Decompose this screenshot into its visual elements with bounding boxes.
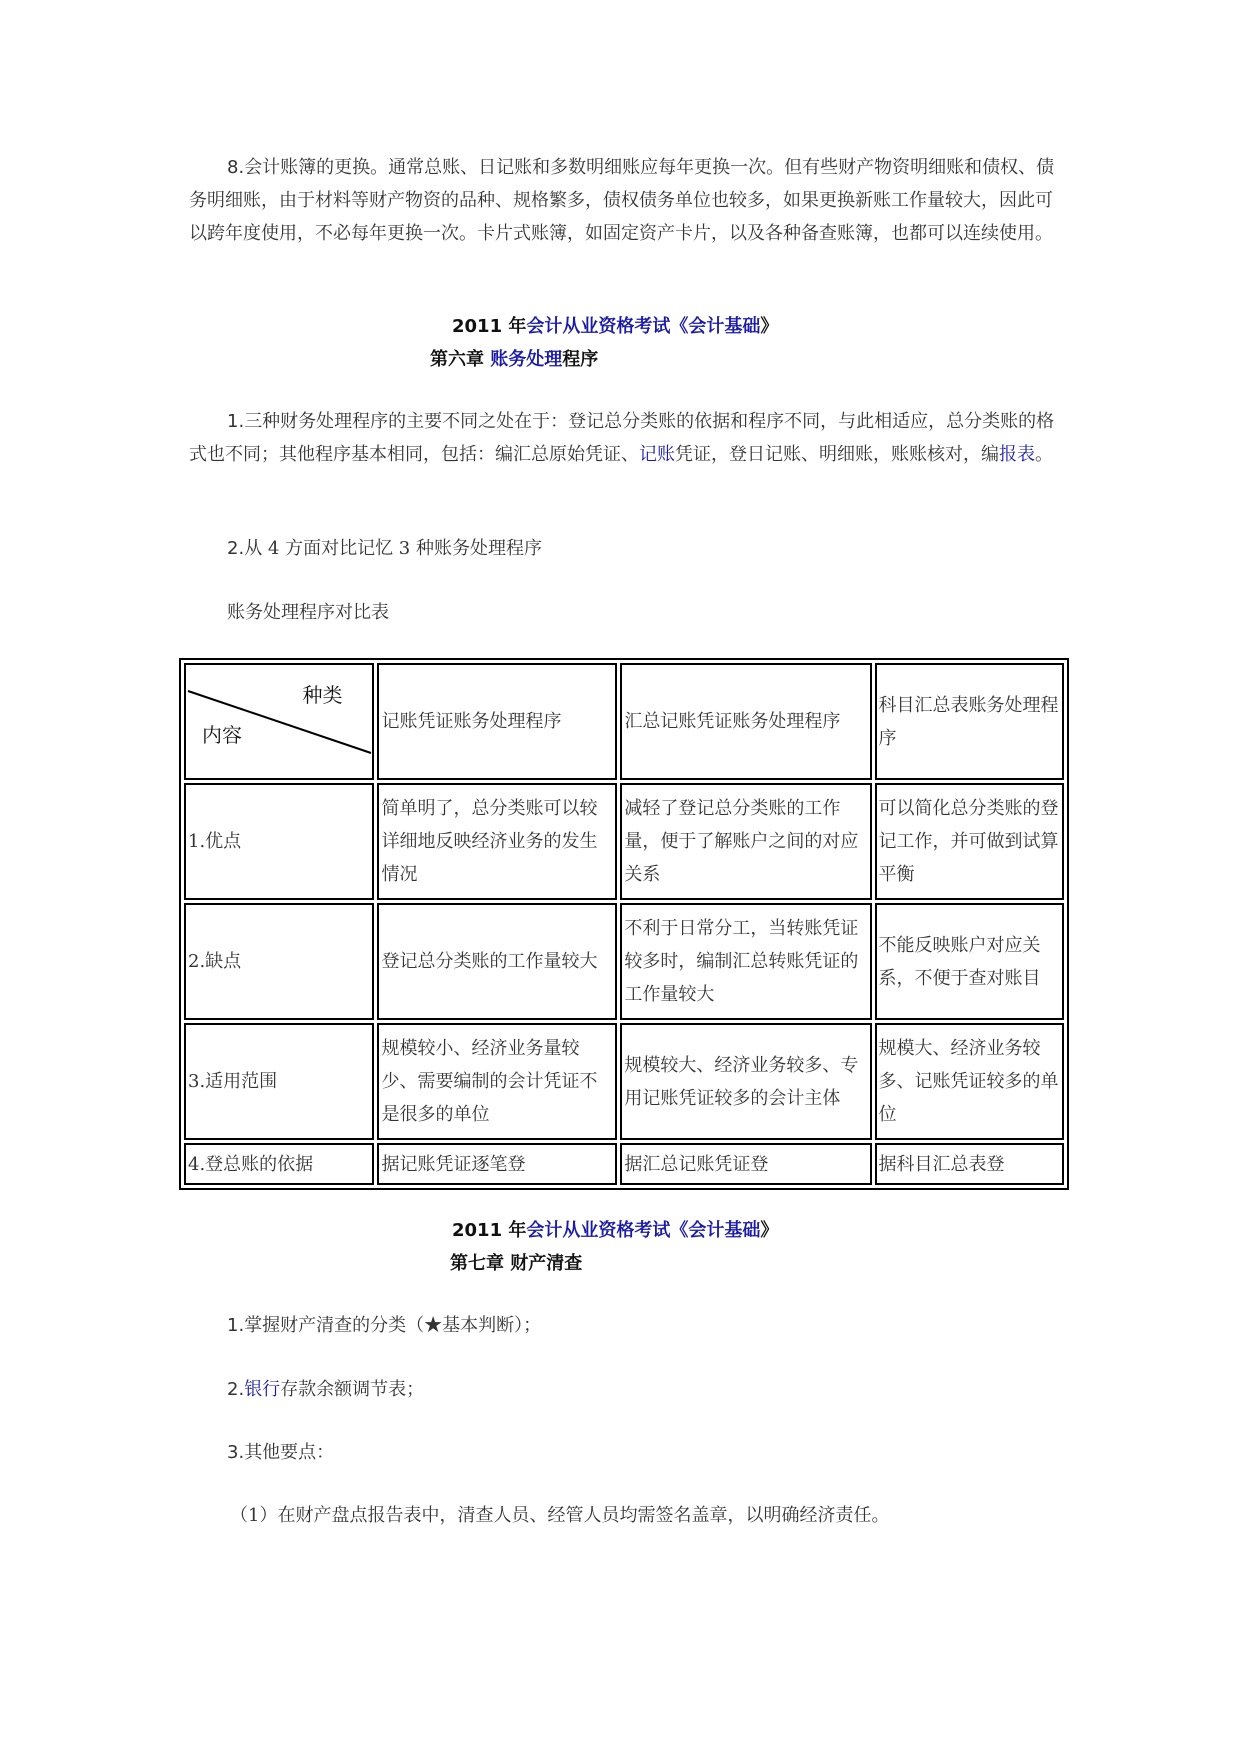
row-label: 1.优点 bbox=[184, 783, 374, 900]
table-cell: 不利于日常分工，当转账凭证较多时，编制汇总转账凭证的工作量较大 bbox=[620, 903, 871, 1020]
table-cell: 规模大、经济业务较多、记账凭证较多的单位 bbox=[875, 1023, 1064, 1140]
section7-point-2: 2.银行存款余额调节表； bbox=[227, 1379, 425, 1400]
table-corner-cell: 种类 内容 bbox=[184, 663, 374, 780]
table-row bbox=[184, 903, 1064, 1020]
voucher-link[interactable]: 记账 bbox=[639, 444, 675, 465]
paragraph-8: 8.会计账簿的更换。通常总账、日记账和多数明细账应每年更换一次。但有些财产物资明细账和债权、债务明细账，由于材料等财产物资的品种、规格繁多，债权债务单位也较多，如果更换新账工作量较大，因此可以跨年度使用，不必每年更换一次。卡片式账簿，如固定资产卡片，以及各种备查账簿，也都可以连续使用。 bbox=[189, 157, 1055, 244]
table-header-row bbox=[184, 663, 1064, 780]
table-row bbox=[184, 783, 1064, 900]
table-cell: 规模较大、经济业务较多、专用记账凭证较多的会计主体 bbox=[620, 1023, 871, 1140]
chapter-7-title: 第七章 财产清查 bbox=[450, 1253, 583, 1274]
table-caption: 账务处理程序对比表 bbox=[227, 602, 389, 623]
section7-point-3-1: （1）在财产盘点报告表中，清查人员、经管人员均需签名盖章，以明确经济责任。 bbox=[230, 1505, 890, 1526]
bank-link[interactable]: 银行 bbox=[244, 1379, 281, 1400]
chapter-6-link[interactable]: 账务处理 bbox=[490, 349, 563, 370]
section6-point-1: 1.三种财务处理程序的主要不同之处在于：登记总分类账的依据和程序不同，与此相适应，总分类账的格式也不同；其他程序基本相同，包括：编汇总原始凭证、记账凭证，登日记账、明细账，账账核对，编报表。 bbox=[189, 411, 1055, 465]
row-label: 3.适用范围 bbox=[184, 1023, 374, 1140]
section6-point-2: 2.从 4 方面对比记忆 3 种账务处理程序 bbox=[227, 538, 542, 559]
exam-link-1[interactable]: 会计从业资格考试《会计基础 bbox=[526, 316, 761, 337]
row-label: 4.登总账的依据 bbox=[184, 1143, 374, 1185]
table-cell: 减轻了登记总分类账的工作量，便于了解账户之间的对应关系 bbox=[620, 783, 871, 900]
row-label: 2.缺点 bbox=[184, 903, 374, 1020]
comparison-table bbox=[179, 658, 1069, 1190]
table-cell: 可以简化总分类账的登记工作，并可做到试算平衡 bbox=[875, 783, 1064, 900]
table-header-cell: 科目汇总表账务处理程序 bbox=[875, 663, 1064, 780]
table-cell: 据汇总记账凭证登 bbox=[620, 1143, 871, 1185]
table-row bbox=[184, 1023, 1064, 1140]
chapter-6-title: 第六章 账务处理程序 bbox=[430, 349, 599, 370]
table-cell: 据科目汇总表登 bbox=[875, 1143, 1064, 1185]
exam-link-2[interactable]: 会计从业资格考试《会计基础 bbox=[526, 1220, 761, 1241]
table-cell: 登记总分类账的工作量较大 bbox=[377, 903, 617, 1020]
exam-heading-2: 2011 年会计从业资格考试《会计基础》 bbox=[452, 1220, 779, 1241]
section7-point-3: 3.其他要点： bbox=[227, 1442, 335, 1463]
section7-point-1: 1.掌握财产清查的分类（★基本判断）； bbox=[227, 1315, 542, 1336]
table-cell: 简单明了，总分类账可以较详细地反映经济业务的发生情况 bbox=[377, 783, 617, 900]
table-cell: 据记账凭证逐笔登 bbox=[377, 1143, 617, 1185]
exam-heading-1: 2011 年会计从业资格考试《会计基础》 bbox=[452, 316, 779, 337]
table-cell: 不能反映账户对应关系，不便于查对账目 bbox=[875, 903, 1064, 1020]
table-cell: 规模较小、经济业务量较少、需要编制的会计凭证不是很多的单位 bbox=[377, 1023, 617, 1140]
table-header-cell: 汇总记账凭证账务处理程序 bbox=[620, 663, 871, 780]
report-link[interactable]: 报表 bbox=[999, 444, 1035, 465]
table-row bbox=[184, 1143, 1064, 1185]
table-header-cell: 记账凭证账务处理程序 bbox=[377, 663, 617, 780]
